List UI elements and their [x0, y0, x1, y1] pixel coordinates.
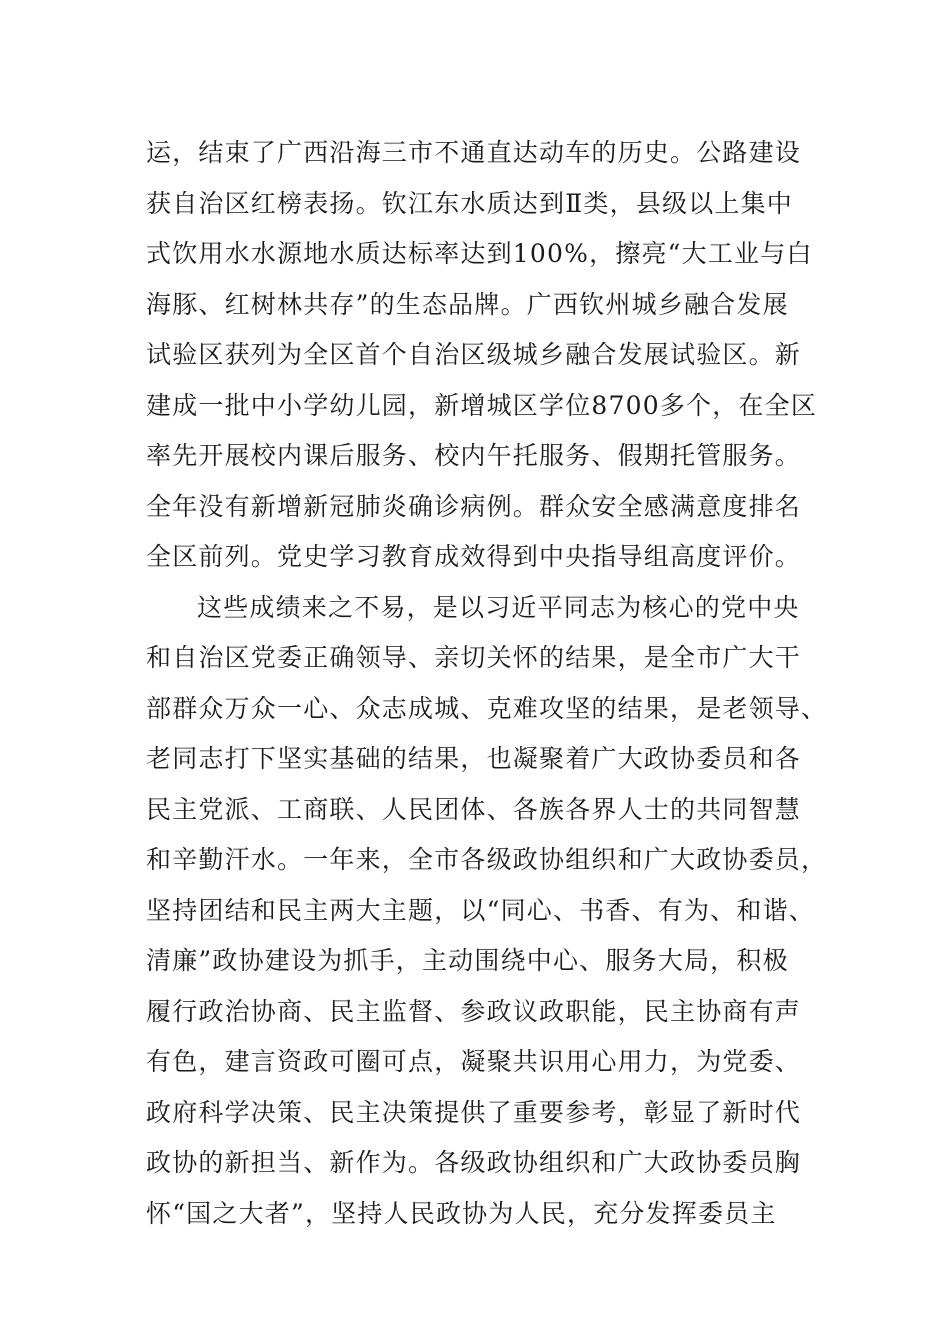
text-line: 坚持团结和民主两大主题，以“同心、书香、有为、和谐、 [146, 895, 815, 925]
text-line: 建成一批中小学幼儿园，新增城区学位8700多个，在全区 [146, 390, 818, 420]
paragraph-first-line: 这些成绩来之不易，是以习近平同志为核心的党中央 [197, 592, 800, 622]
text-line: 怀“国之大者”，坚持人民政协为人民，充分发挥委员主 [146, 1198, 777, 1228]
text-line: 履行政治协商、民主监督、参政议政职能，民主协商有声 [146, 996, 802, 1026]
text-line: 式饮用水水源地水质达标率达到100%，擦亮“大工业与白 [146, 239, 813, 268]
text-line: 政协的新担当、新作为。各级政协组织和广大政协委员胸 [146, 1148, 802, 1177]
text-line: 全区前列。党史学习教育成效得到中央指导组高度评价。 [146, 542, 802, 571]
text-line: 清廉”政协建设为抓手，主动围绕中心、服务大局，积极 [146, 946, 789, 975]
text-line: 部群众万众一心、众志成城、克难攻坚的结果，是老领导、 [146, 693, 828, 723]
text-line: 获自治区红榜表扬。钦江东水质达到Ⅱ类，县级以上集中 [146, 188, 793, 218]
text-line: 和辛勤汗水。一年来，全市各级政协组织和广大政协委员， [146, 845, 828, 874]
text-line: 全年没有新增新冠肺炎确诊病例。群众安全感满意度排名 [146, 491, 802, 521]
text-line: 有色，建言资政可圈可点，凝聚共识用心用力，为党委、 [146, 1047, 802, 1076]
text-line: 率先开展校内课后服务、校内午托服务、假期托管服务。 [146, 441, 802, 470]
body-text [146, 133, 828, 1244]
text-line: 运，结束了广西沿海三市不通直达动车的历史。公路建设 [146, 138, 802, 167]
text-line: 海豚、红树林共存”的生态品牌。广西钦州城乡融合发展 [146, 289, 789, 319]
text-line: 民主党派、工商联、人民团体、各族各界人士的共同智慧 [146, 794, 802, 824]
text-line: 试验区获列为全区首个自治区级城乡融合发展试验区。新 [146, 340, 802, 369]
text-line: 和自治区党委正确领导、亲切关怀的结果，是全市广大干 [146, 643, 802, 672]
text-line: 老同志打下坚实基础的结果，也凝聚着广大政协委员和各 [146, 744, 802, 773]
text-line: 政府科学决策、民主决策提供了重要参考，彰显了新时代 [146, 1097, 802, 1127]
